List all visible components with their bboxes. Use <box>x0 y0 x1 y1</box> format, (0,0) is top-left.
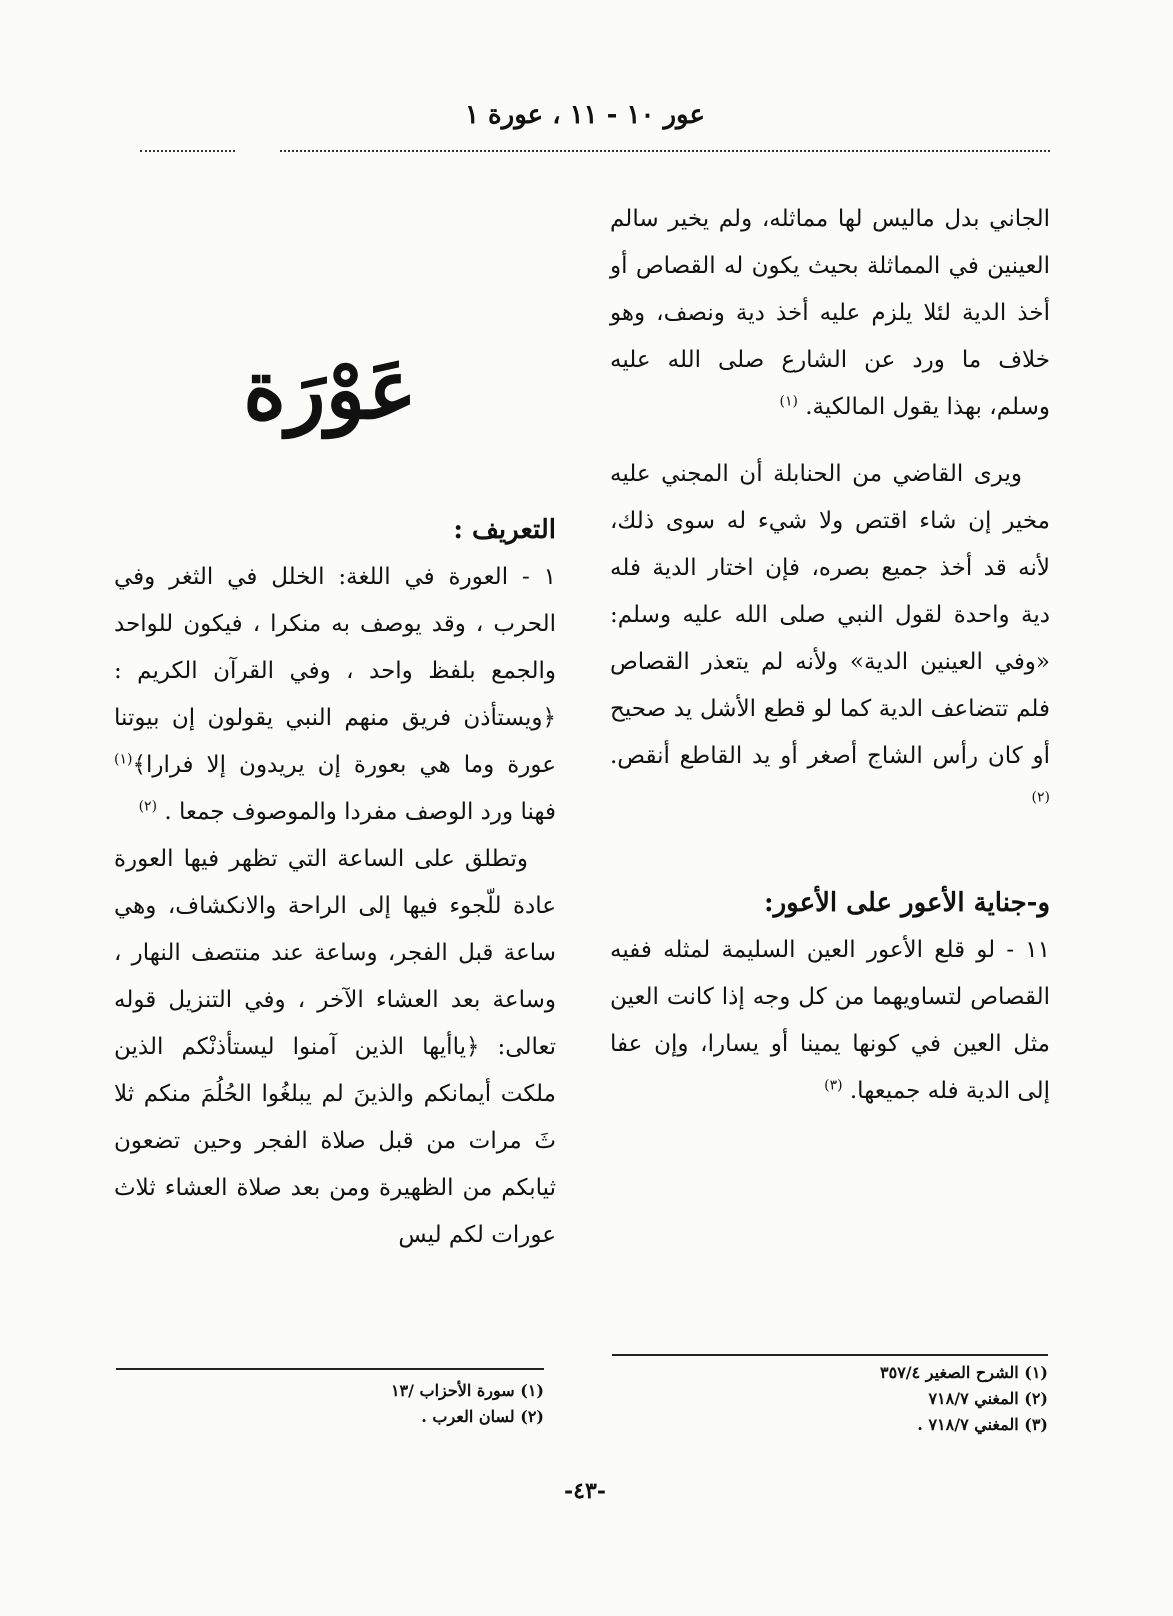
footnote-ref: (٢) <box>138 798 158 815</box>
right-column <box>610 196 1050 1115</box>
footnote-ref: (٢) <box>1031 789 1050 806</box>
footnote-item: (٢) المغني ٧١٨/٧ <box>928 1389 1048 1408</box>
right-paragraph-2: ويرى القاضي من الحنابلة أن المجني عليه مخير إن شاء اقتص ولا شيء له سوى ذلك، لأنه قد أخذ جميع بصره، فإن اختار الدية فله دية واحدة لقول النبي صلى الله عليه وسلم: «وفي العينين الدية» ولأنه لم يتعذر القصاص فلم تتضاعف الدية كما لو قطع الأشل يد صحيح أو كان رأس الشاج أصغر أو يد القاطع أنقص. $^{(٢)}$ <box>610 461 1050 806</box>
header-dotted-rule <box>280 150 1050 152</box>
footnote-item: (١) سورة الأحزاب /١٣ <box>390 1381 544 1400</box>
header-dotted-rule-short <box>140 150 235 152</box>
footnote-rule-left <box>116 1368 544 1370</box>
header-title: عور ١٠ - ١١ ، عورة ١ <box>465 100 705 130</box>
footnote-item: (١) الشرح الصغير ٣٥٧/٤ <box>880 1363 1048 1382</box>
footnote-ref: (٣) <box>824 1077 843 1094</box>
footnote-rule-right <box>612 1354 1048 1356</box>
footnotes-right <box>612 1360 1048 1438</box>
footnote-ref: (١) <box>114 751 133 768</box>
footnote-item: (٣) المغني ٧١٨/٧ . <box>917 1415 1048 1434</box>
right-paragraph-1: الجاني بدل ماليس لها مماثله، ولم يخير سالم العينين في المماثلة بحيث يكون له القصاص أو أخذ الدية لئلا يلزم عليه أخذ دية ونصف، وهو خلاف ما ورد عن الشارع صلى الله عليه وسلم، بهذا يقول المالكية. $^{(١)}$ <box>610 206 1050 420</box>
page-number: -٤٣- <box>564 1478 606 1504</box>
left-paragraph-2: وتطلق على الساعة التي تظهر فيها العورة عادة للّجوء فيها إلى الراحة والانكشاف، وهي ساعة قبل الفجر، وساعة عند منتصف النهار ، وساعة بعد العشاء الآخر ، وفي التنزيل قوله تعالى: ﴿ياأيها الذين آمنوا ليستأذنْكم الذين ملكت أيمانكم والذينَ لم يبلغُوا الحُلُمَ منكم ثلا ثَ مرات من قبل صلاة الفجر وحين تضعون ثيابكم من الظهيرة ومن بعد صلاة العشاء ثلاث عورات لكم ليس <box>114 846 556 1248</box>
footnote-item: (٢) لسان العرب . <box>421 1407 544 1426</box>
definition-heading: التعريف : <box>453 515 556 545</box>
footnote-ref: (١) <box>779 393 798 410</box>
section-heading-jinaya: و-جناية الأعور على الأعور: <box>763 888 1050 918</box>
right-paragraph-3: ١١ - لو قلع الأعور العين السليمة لمثله ففيه القصاص لتساويهما من كل وجه إذا كانت العين مثل العين في كونها يمينا أو يسارا، وإن عفا إلى الدية فله جميعها. $^{(٣)}$ <box>610 937 1050 1104</box>
entry-title: عَوْرَة <box>243 342 417 438</box>
footnotes-left <box>116 1378 544 1430</box>
running-header <box>120 100 1050 140</box>
left-paragraph-1: ١ - العورة في اللغة: الخلل في الثغر وفي الحرب ، وقد يوصف به منكرا ، فيكون للواحد والجمع بلفظ واحد ، وفي القرآن الكريم : ﴿ويستأذن فريق منهم النبي يقولون إن بيوتنا عورة وما هي بعورة إن يريدون إلا فرارا﴾$^{(١)}$ فهنا ورد الوصف مفردا والموصوف جمعا . $^{(٢)}$ <box>114 564 556 825</box>
left-column <box>114 506 556 1259</box>
